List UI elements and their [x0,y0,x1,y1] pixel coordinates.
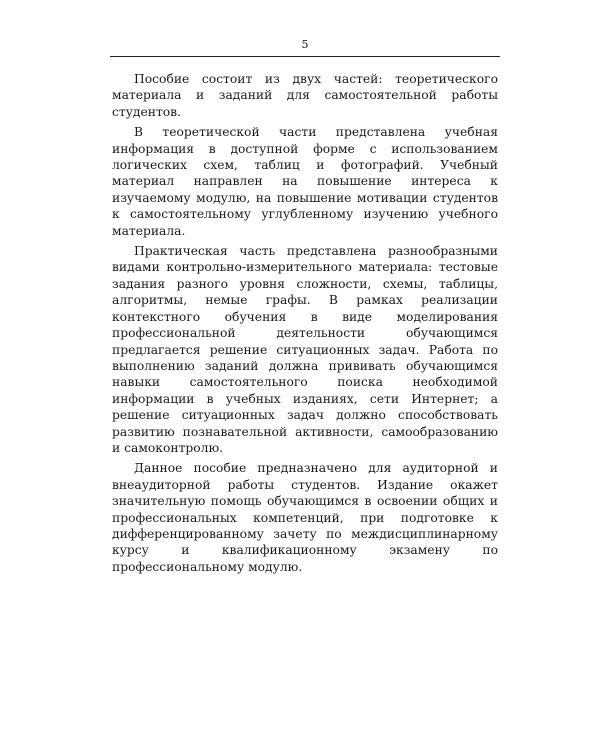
page-header [110,38,500,57]
paragraph-theory: В теоретической части представлена учебная информация в доступной форме с использованием логических схем, таблиц и фотографий. Учебный материал направлен на повышение интереса к изучаемому модулю, на повышение мотивации студентов к самостоятельному углубленному изучению учебного материала. [112,125,498,238]
paragraph-practice: Практическая часть представлена разнообразными видами контрольно-измерительного материала: тестовые задания разного уровня сложности, схемы, таблицы, алгоритмы, немые графы. В рамках реализации контекстного обучения в виде моделирования профессиональной деятельности обучающимся предлагается решение ситуационных задач. Работа по выполнению заданий должна прививать обучающимся навыки самостоятельного поиска необходимой информации в учебных изданиях, сети Интернет; а решение ситуационных задач должно способствовать развитию познавательной активности, самообразованию и самоконтролю. [112,244,498,455]
paragraph-intro: Пособие состоит из двух частей: теоретического материала и заданий для самостоятельной работы студентов. [112,72,498,119]
page-number: 5 [301,38,309,51]
page-body [112,71,498,579]
paragraph-purpose: Данное пособие предназначено для аудиторной и внеаудиторной работы студентов. Издание окажет значительную помощь обучающимся в освоении общих и профессиональных компетенций, при подготовке к дифференцированному зачету по междисциплинарному курсу и квалификационному экзамену по профессиональному модулю. [112,461,498,574]
